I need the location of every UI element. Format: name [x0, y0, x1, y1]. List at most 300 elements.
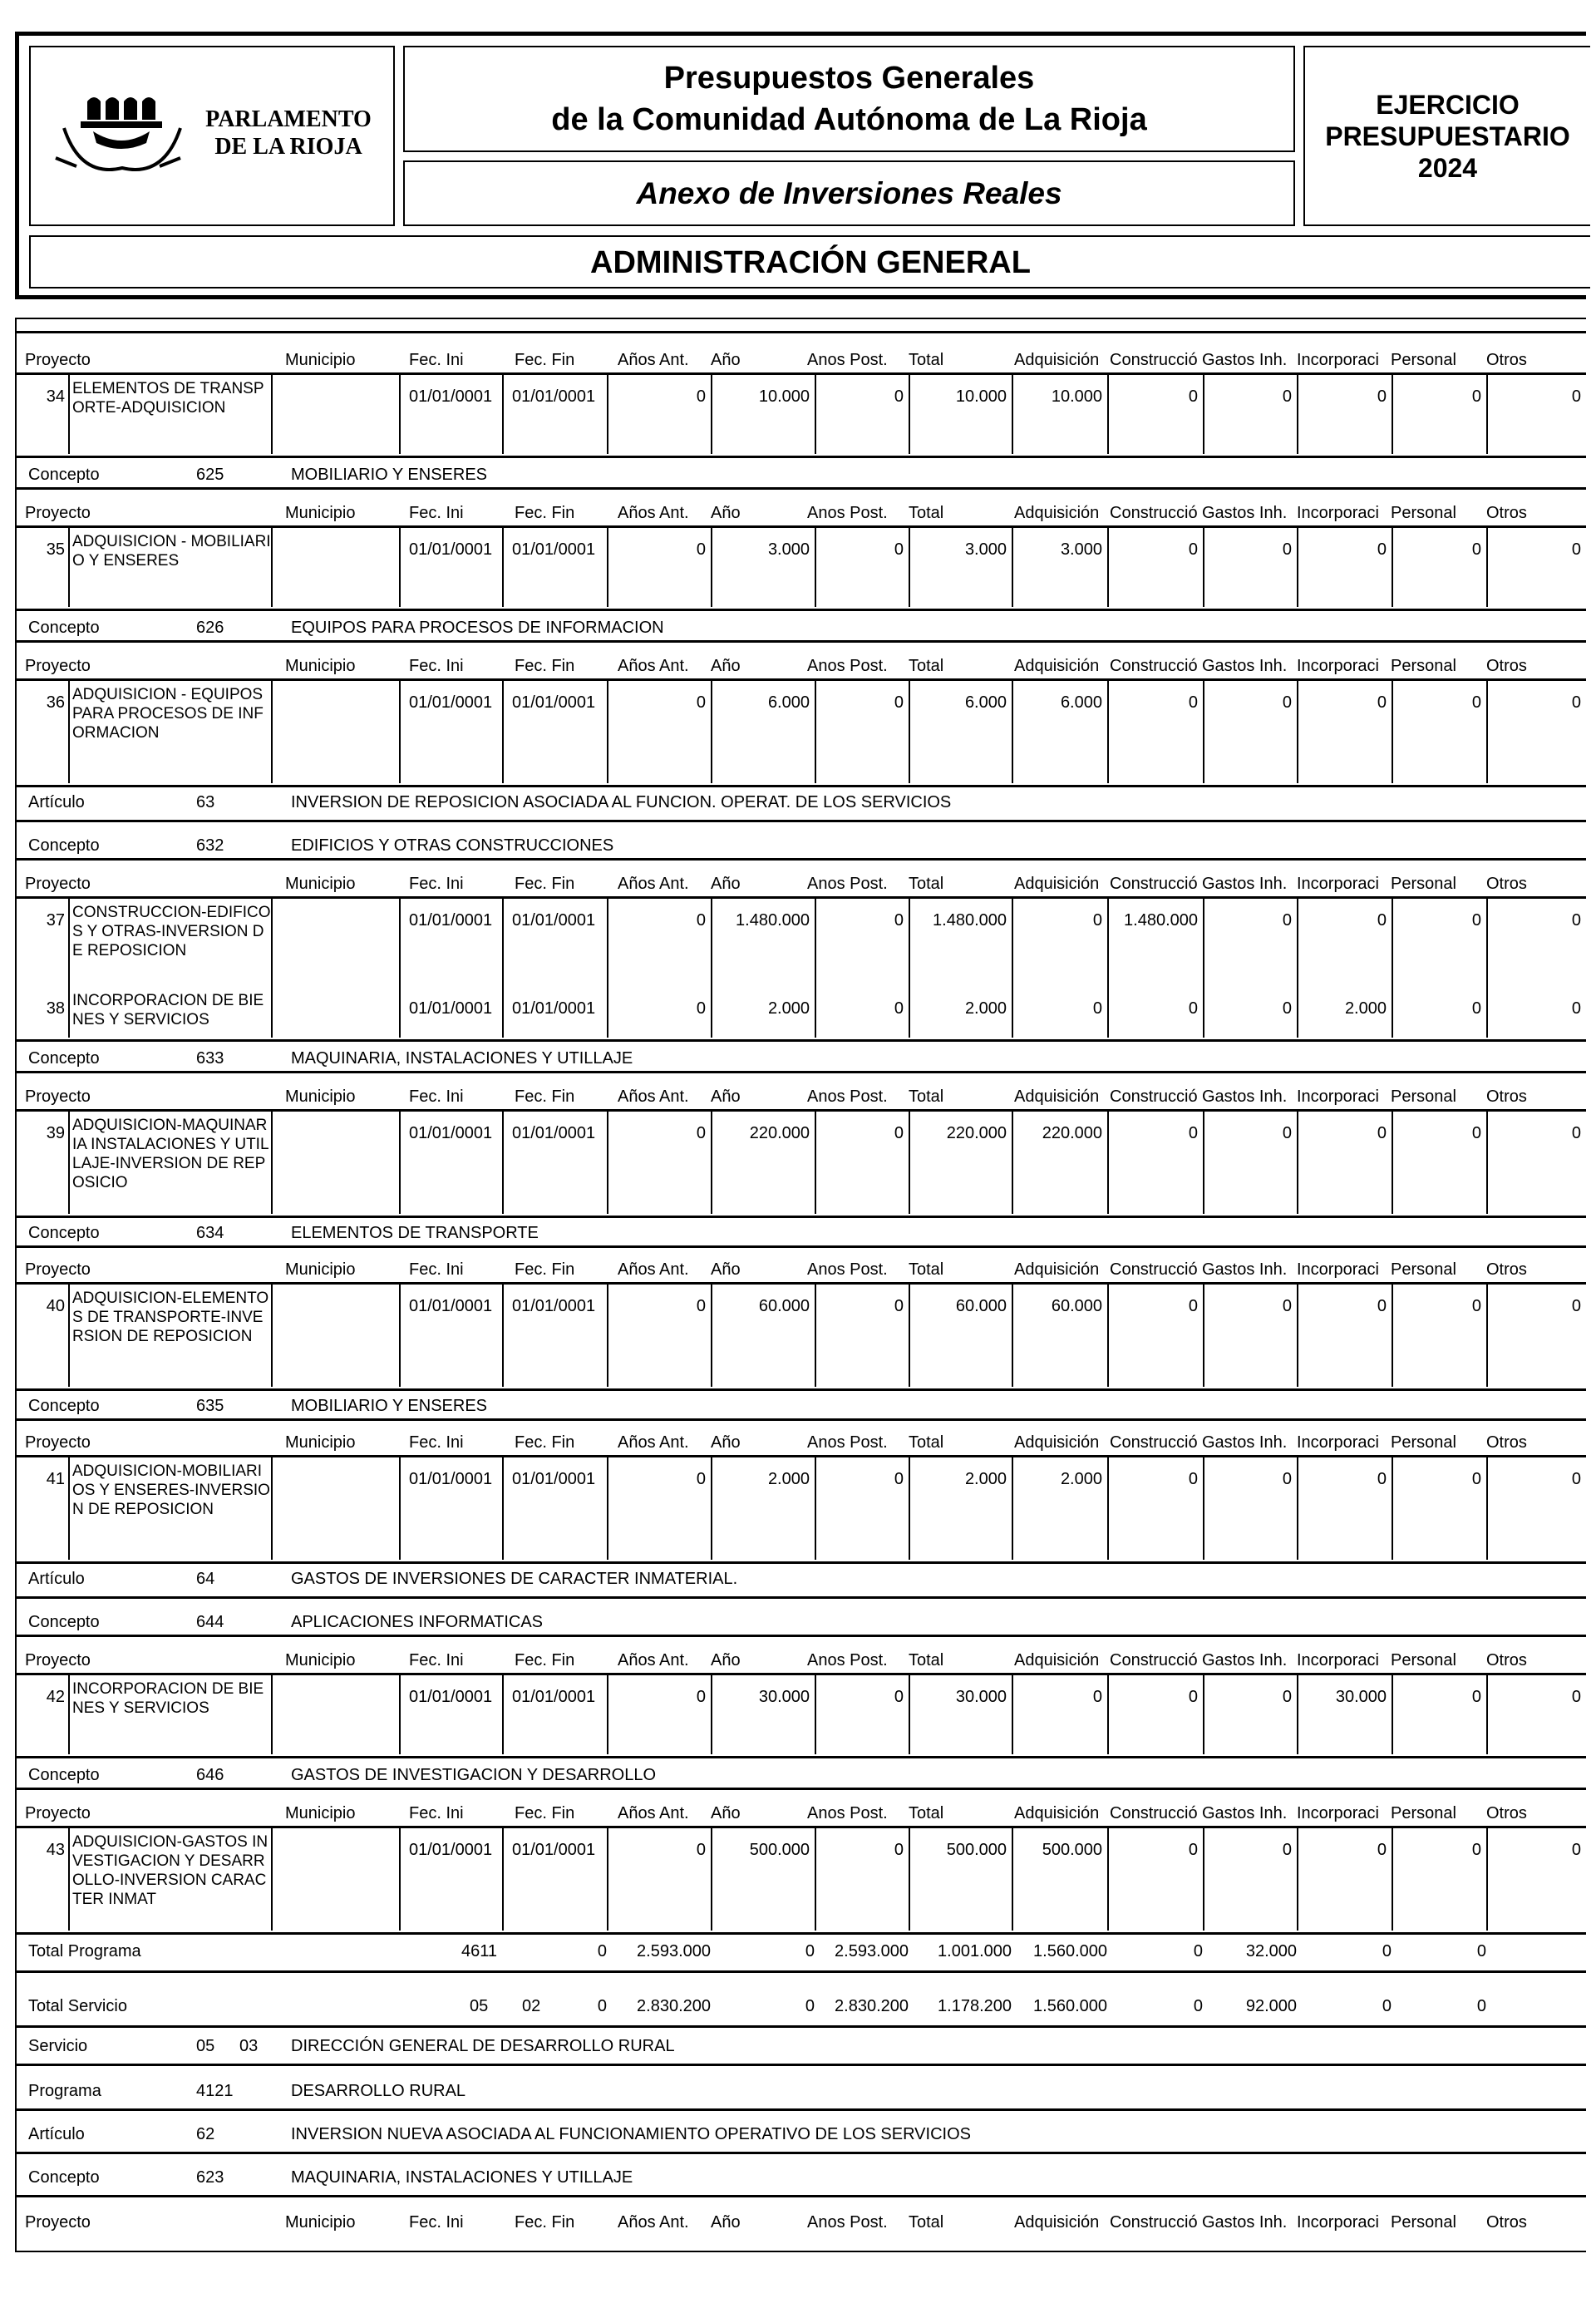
total-cons: 1.560.000 [1033, 1942, 1107, 1960]
classification-row [17, 1763, 1586, 1788]
total-inc: 32.000 [1245, 1942, 1297, 1960]
classification-code: 05 [196, 2037, 215, 2055]
column-header-row [17, 653, 1586, 678]
project-row [17, 374, 1586, 454]
total-row [17, 1992, 1586, 2020]
project-number: 42 [46, 1688, 65, 1706]
column-header: Adquisición [1014, 657, 1100, 675]
project-description: INCORPORACION DE BIENES Y SERVICIOS [68, 986, 271, 1038]
project-post: 0 [815, 1827, 909, 1931]
row-separator [17, 640, 1586, 643]
project-inh: 0 [1203, 527, 1297, 607]
classification-kind: Concepto [28, 1397, 100, 1415]
project-adq: 3.000 [1012, 527, 1107, 607]
project-description: INCORPORACION DE BIENES Y SERVICIOS [68, 1674, 271, 1754]
column-header: Incorporaci [1297, 1260, 1379, 1279]
project-inh: 0 [1203, 986, 1297, 1038]
classification-code: 623 [196, 2168, 224, 2187]
column-header: Adquisición [1014, 2213, 1100, 2232]
column-header: Gastos Inh. [1202, 1433, 1288, 1452]
classification-row [17, 2079, 1586, 2103]
project-inc: 0 [1297, 898, 1392, 986]
project-total: 500.000 [909, 1827, 1012, 1931]
project-row [17, 1827, 1586, 1931]
column-header-row [17, 871, 1586, 896]
project-adq: 500.000 [1012, 1827, 1107, 1931]
column-header: Total [909, 1804, 944, 1822]
column-header: Año [711, 875, 741, 893]
column-header: Proyecto [25, 1804, 91, 1822]
project-inh: 0 [1203, 1111, 1297, 1214]
project-otr: 0 [1486, 1111, 1586, 1214]
project-inc: 30.000 [1297, 1674, 1392, 1754]
project-ini: 01/01/0001 [399, 1284, 502, 1387]
classification-row [17, 2165, 1586, 2190]
total-row [17, 1937, 1586, 1965]
project-ini: 01/01/0001 [399, 680, 502, 783]
row-separator [17, 1245, 1586, 1248]
project-per: 0 [1392, 1457, 1486, 1560]
classification-row [17, 615, 1586, 640]
project-number: 35 [46, 540, 65, 559]
column-header: Fec. Fin [515, 875, 575, 893]
column-header: Anos Post. [807, 1087, 888, 1106]
project-inh: 0 [1203, 1457, 1297, 1560]
project-fin: 01/01/0001 [502, 1284, 607, 1387]
total-ano: 2.830.200 [637, 1997, 711, 2015]
column-header: Municipio [285, 1433, 356, 1452]
project-number: 43 [46, 1841, 65, 1859]
column-header: Otros [1486, 657, 1527, 675]
classification-row [17, 1221, 1586, 1245]
row-separator [17, 1039, 1586, 1042]
classification-row [17, 1610, 1586, 1635]
project-cons: 0 [1107, 1827, 1203, 1931]
column-header: Municipio [285, 504, 356, 522]
classification-code: 632 [196, 836, 224, 855]
project-ini: 01/01/0001 [399, 1457, 502, 1560]
row-separator [17, 2152, 1586, 2154]
project-row [17, 898, 1586, 986]
classification-kind: Concepto [28, 619, 100, 637]
column-header: Adquisición [1014, 1651, 1100, 1669]
project-fin: 01/01/0001 [502, 1827, 607, 1931]
row-separator [17, 1596, 1586, 1599]
column-header: Personal [1391, 2213, 1456, 2232]
classification-row [17, 790, 1586, 815]
column-header: Total [909, 875, 944, 893]
column-header: Anos Post. [807, 2213, 888, 2232]
column-header: Fec. Fin [515, 504, 575, 522]
classification-kind: Servicio [28, 2037, 88, 2055]
row-separator [17, 1216, 1586, 1218]
column-header: Personal [1391, 1433, 1456, 1452]
logo-line-1: PARLAMENTO [205, 106, 372, 132]
column-header: Construcció [1110, 1087, 1198, 1106]
project-per: 0 [1392, 374, 1486, 454]
column-header: Anos Post. [807, 1804, 888, 1822]
project-post: 0 [815, 1111, 909, 1214]
total-label: Total Programa [28, 1942, 141, 1960]
column-header: Fec. Fin [515, 1087, 575, 1106]
logo-text [193, 106, 384, 160]
project-municipio [271, 1457, 399, 1560]
column-header: Personal [1391, 504, 1456, 522]
column-header: Año [711, 2213, 741, 2232]
classification-code: 64 [196, 1570, 215, 1588]
column-header: Incorporaci [1297, 2213, 1379, 2232]
column-header: Años Ant. [618, 875, 689, 893]
column-header: Gastos Inh. [1202, 1087, 1288, 1106]
column-header: Gastos Inh. [1202, 1804, 1288, 1822]
classification-title: MOBILIARIO Y ENSERES [291, 466, 488, 484]
project-municipio [271, 1111, 399, 1214]
project-total: 2.000 [909, 1457, 1012, 1560]
column-header: Adquisición [1014, 504, 1100, 522]
total-cons: 1.560.000 [1033, 1997, 1107, 2015]
fiscal-year-box [1303, 46, 1590, 226]
project-ano: 500.000 [711, 1827, 815, 1931]
row-separator [17, 1756, 1586, 1758]
project-post: 0 [815, 898, 909, 986]
column-header-row [17, 1084, 1586, 1109]
project-inc: 0 [1297, 680, 1392, 783]
column-header: Municipio [285, 1651, 356, 1669]
column-header: Otros [1486, 1433, 1527, 1452]
row-separator [17, 456, 1586, 458]
column-header: Años Ant. [618, 1087, 689, 1106]
column-header-row [17, 501, 1586, 525]
project-ano: 60.000 [711, 1284, 815, 1387]
column-header: Gastos Inh. [1202, 351, 1288, 369]
column-header-row [17, 1257, 1586, 1282]
project-post: 0 [815, 1284, 909, 1387]
project-inc: 0 [1297, 1827, 1392, 1931]
fiscal-line-2: PRESUPUESTARIO [1325, 121, 1570, 151]
project-ini: 01/01/0001 [399, 1111, 502, 1214]
project-inc: 0 [1297, 1111, 1392, 1214]
column-header: Fec. Fin [515, 1260, 575, 1279]
total-inc: 92.000 [1245, 1997, 1297, 2015]
column-header: Total [909, 1087, 944, 1106]
total-otr: 0 [1476, 1997, 1486, 2015]
column-header: Años Ant. [618, 504, 689, 522]
column-header: Proyecto [25, 1651, 91, 1669]
column-header: Fec. Fin [515, 351, 575, 369]
classification-row [17, 2122, 1586, 2147]
project-row [17, 680, 1586, 783]
project-inh: 0 [1203, 680, 1297, 783]
column-header: Año [711, 1087, 741, 1106]
classification-title: INVERSION DE REPOSICION ASOCIADA AL FUNCION. OPERAT. DE LOS SERVICIOS [291, 793, 952, 811]
project-ant: 0 [607, 986, 711, 1038]
total-post: 0 [805, 1997, 815, 2015]
classification-code: 625 [196, 466, 224, 484]
row-separator [17, 609, 1586, 611]
column-header: Construcció [1110, 2213, 1198, 2232]
project-description: ADQUISICION-GASTOS INVESTIGACION Y DESARROLLO-INVERSION CARACTER INMAT [68, 1827, 271, 1931]
column-header: Incorporaci [1297, 1087, 1379, 1106]
project-inh: 0 [1203, 374, 1297, 454]
column-header: Proyecto [25, 1087, 91, 1106]
project-cons: 0 [1107, 1674, 1203, 1754]
column-header: Personal [1391, 1087, 1456, 1106]
column-header: Proyecto [25, 504, 91, 522]
section-title: ADMINISTRACIÓN GENERAL [29, 235, 1590, 288]
column-header: Fec. Ini [409, 1433, 464, 1452]
project-ini: 01/01/0001 [399, 1674, 502, 1754]
classification-title: EQUIPOS PARA PROCESOS DE INFORMACION [291, 619, 664, 637]
project-description: ADQUISICION-MOBILIARIOS Y ENSERES-INVERSION DE REPOSICION [68, 1457, 271, 1560]
project-number: 38 [46, 999, 65, 1018]
row-separator [17, 785, 1586, 787]
column-header: Construcció [1110, 351, 1198, 369]
classification-code-2: 03 [239, 2037, 259, 2055]
project-inc: 0 [1297, 1457, 1392, 1560]
project-per: 0 [1392, 1827, 1486, 1931]
column-header: Incorporaci [1297, 1651, 1379, 1669]
project-fin: 01/01/0001 [502, 898, 607, 986]
project-otr: 0 [1486, 374, 1586, 454]
total-adq: 1.178.200 [938, 1997, 1012, 2015]
classification-row [17, 1046, 1586, 1071]
column-header: Incorporaci [1297, 351, 1379, 369]
column-header: Anos Post. [807, 504, 888, 522]
project-ant: 0 [607, 1457, 711, 1560]
column-header: Municipio [285, 875, 356, 893]
column-header: Incorporaci [1297, 504, 1379, 522]
classification-kind: Concepto [28, 1613, 100, 1631]
column-header: Años Ant. [618, 1260, 689, 1279]
project-municipio [271, 986, 399, 1038]
total-total: 2.593.000 [835, 1942, 909, 1960]
classification-title: GASTOS DE INVESTIGACION Y DESARROLLO [291, 1766, 657, 1784]
classification-code: 633 [196, 1049, 224, 1068]
column-header: Fec. Ini [409, 351, 464, 369]
project-inc: 0 [1297, 374, 1392, 454]
column-header: Años Ant. [618, 1433, 689, 1452]
column-header: Total [909, 2213, 944, 2232]
row-separator [17, 331, 1586, 333]
classification-row [17, 1566, 1586, 1591]
classification-kind: Programa [28, 2082, 101, 2100]
total-post: 0 [805, 1942, 815, 1960]
investment-table [15, 318, 1586, 2252]
column-header: Municipio [285, 351, 356, 369]
classification-code: 635 [196, 1397, 224, 1415]
column-header: Adquisición [1014, 875, 1100, 893]
project-adq: 0 [1012, 1674, 1107, 1754]
project-ant: 0 [607, 1111, 711, 1214]
column-header: Incorporaci [1297, 1804, 1379, 1822]
classification-row [17, 2034, 1586, 2059]
column-header: Otros [1486, 504, 1527, 522]
project-row [17, 986, 1586, 1038]
logo-line-2: DE LA RIOJA [214, 134, 362, 160]
total-otr: 0 [1476, 1942, 1486, 1960]
column-header: Año [711, 1433, 741, 1452]
total-inh: 0 [1193, 1942, 1203, 1960]
row-separator [17, 1418, 1586, 1421]
column-header: Fec. Fin [515, 657, 575, 675]
project-description: ADQUISICION - EQUIPOS PARA PROCESOS DE INFORMACION [68, 680, 271, 783]
column-header: Año [711, 351, 741, 369]
project-ano: 220.000 [711, 1111, 815, 1214]
total-ant: 0 [597, 1942, 607, 1960]
project-cons: 0 [1107, 374, 1203, 454]
fiscal-line-1: EJERCICIO [1376, 89, 1520, 120]
project-municipio [271, 1827, 399, 1931]
title-line-2: de la Comunidad Autónoma de La Rioja [551, 102, 1147, 137]
document-header [15, 32, 1586, 299]
total-ant: 0 [597, 1997, 607, 2015]
classification-title: INVERSION NUEVA ASOCIADA AL FUNCIONAMIENTO OPERATIVO DE LOS SERVICIOS [291, 2125, 971, 2143]
classification-title: ELEMENTOS DE TRANSPORTE [291, 1224, 539, 1242]
column-header: Anos Post. [807, 1260, 888, 1279]
total-code: 05 [470, 1997, 489, 2015]
column-header: Personal [1391, 875, 1456, 893]
column-header: Proyecto [25, 351, 91, 369]
column-header-row [17, 1648, 1586, 1673]
classification-code: 62 [196, 2125, 215, 2143]
row-separator [17, 1970, 1586, 1973]
classification-kind: Artículo [28, 793, 85, 811]
column-header-row [17, 348, 1586, 372]
project-post: 0 [815, 1457, 909, 1560]
project-fin: 01/01/0001 [502, 680, 607, 783]
column-header: Anos Post. [807, 351, 888, 369]
project-adq: 2.000 [1012, 1457, 1107, 1560]
total-code-2: 02 [522, 1997, 541, 2015]
column-header: Fec. Ini [409, 1260, 464, 1279]
project-total: 1.480.000 [909, 898, 1012, 986]
classification-code: 646 [196, 1766, 224, 1784]
column-header: Adquisición [1014, 351, 1100, 369]
column-header: Adquisición [1014, 1260, 1100, 1279]
column-header: Incorporaci [1297, 1433, 1379, 1452]
project-otr: 0 [1486, 680, 1586, 783]
project-ano: 30.000 [711, 1674, 815, 1754]
column-header-row [17, 1801, 1586, 1826]
project-ano: 10.000 [711, 374, 815, 454]
project-municipio [271, 1284, 399, 1387]
classification-code: 63 [196, 793, 215, 811]
row-separator [17, 1788, 1586, 1790]
project-description: ADQUISICION-MAQUINARIA INSTALACIONES Y UTILLAJE-INVERSION DE REPOSICIO [68, 1111, 271, 1214]
row-separator [17, 487, 1586, 490]
project-post: 0 [815, 374, 909, 454]
project-cons: 0 [1107, 1111, 1203, 1214]
column-header: Proyecto [25, 1433, 91, 1452]
project-ano: 2.000 [711, 1457, 815, 1560]
column-header: Gastos Inh. [1202, 504, 1288, 522]
column-header: Año [711, 504, 741, 522]
row-separator [17, 1071, 1586, 1073]
project-per: 0 [1392, 986, 1486, 1038]
project-post: 0 [815, 527, 909, 607]
classification-code: 634 [196, 1224, 224, 1242]
project-inc: 0 [1297, 527, 1392, 607]
row-separator [17, 1561, 1586, 1564]
column-header: Adquisición [1014, 1087, 1100, 1106]
project-ant: 0 [607, 1827, 711, 1931]
column-header: Proyecto [25, 1260, 91, 1279]
project-post: 0 [815, 1674, 909, 1754]
column-header: Total [909, 1433, 944, 1452]
project-adq: 0 [1012, 898, 1107, 986]
column-header: Municipio [285, 657, 356, 675]
project-fin: 01/01/0001 [502, 986, 607, 1038]
project-fin: 01/01/0001 [502, 1111, 607, 1214]
parliament-logo-icon [47, 85, 189, 193]
project-total: 30.000 [909, 1674, 1012, 1754]
logo-box [29, 46, 395, 226]
classification-title: EDIFICIOS Y OTRAS CONSTRUCCIONES [291, 836, 614, 855]
total-total: 2.830.200 [835, 1997, 909, 2015]
project-row [17, 1111, 1586, 1214]
project-per: 0 [1392, 1111, 1486, 1214]
project-fin: 01/01/0001 [502, 374, 607, 454]
project-cons: 0 [1107, 1284, 1203, 1387]
row-separator [17, 2025, 1586, 2028]
classification-kind: Concepto [28, 836, 100, 855]
project-per: 0 [1392, 1674, 1486, 1754]
project-ano: 6.000 [711, 680, 815, 783]
project-per: 0 [1392, 680, 1486, 783]
column-header: Fec. Ini [409, 2213, 464, 2232]
project-adq: 60.000 [1012, 1284, 1107, 1387]
project-number: 36 [46, 693, 65, 712]
classification-row [17, 462, 1586, 487]
project-total: 10.000 [909, 374, 1012, 454]
project-otr: 0 [1486, 898, 1586, 986]
column-header: Total [909, 657, 944, 675]
column-header: Año [711, 1260, 741, 1279]
column-header: Otros [1486, 1087, 1527, 1106]
project-description: CONSTRUCCION-EDIFICOS Y OTRAS-INVERSION DE REPOSICION [68, 898, 271, 986]
project-description: ELEMENTOS DE TRANSPORTE-ADQUISICION [68, 374, 271, 454]
project-total: 3.000 [909, 527, 1012, 607]
column-header: Total [909, 1651, 944, 1669]
column-header: Construcció [1110, 504, 1198, 522]
project-inh: 0 [1203, 1674, 1297, 1754]
column-header: Construcció [1110, 1433, 1198, 1452]
classification-kind: Artículo [28, 1570, 85, 1588]
column-header: Anos Post. [807, 1651, 888, 1669]
project-description: ADQUISICION - MOBILIARIO Y ENSERES [68, 527, 271, 607]
project-post: 0 [815, 986, 909, 1038]
total-ano: 2.593.000 [637, 1942, 711, 1960]
column-header: Total [909, 1260, 944, 1279]
column-header: Fec. Ini [409, 504, 464, 522]
classification-title: DESARROLLO RURAL [291, 2082, 466, 2100]
row-separator [17, 858, 1586, 861]
classification-title: GASTOS DE INVERSIONES DE CARACTER INMATERIAL. [291, 1570, 738, 1588]
classification-title: DIRECCIÓN GENERAL DE DESARROLLO RURAL [291, 2037, 675, 2055]
project-inc: 0 [1297, 1284, 1392, 1387]
project-municipio [271, 680, 399, 783]
row-separator [17, 2064, 1586, 2066]
column-header: Otros [1486, 1651, 1527, 1669]
classification-kind: Concepto [28, 2168, 100, 2187]
project-ano: 1.480.000 [711, 898, 815, 986]
classification-kind: Artículo [28, 2125, 85, 2143]
column-header: Construcció [1110, 875, 1198, 893]
classification-code: 644 [196, 1613, 224, 1631]
project-number: 37 [46, 911, 65, 930]
project-row [17, 1284, 1586, 1387]
row-separator [17, 1635, 1586, 1637]
